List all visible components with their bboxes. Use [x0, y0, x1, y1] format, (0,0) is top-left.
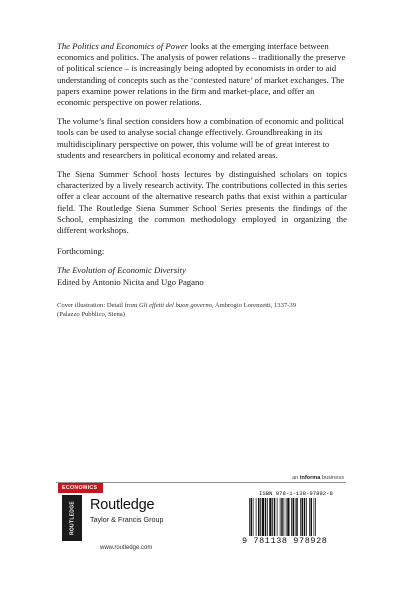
barcode-bar [265, 498, 267, 536]
informa-business-label [292, 475, 344, 481]
forthcoming-label: Forthcoming: [57, 246, 105, 257]
publisher-group: Taylor & Francis Group [90, 515, 164, 524]
barcode-bar [296, 498, 298, 536]
cover-credit-artist: , Ambrogio Lorenzetti, 1337-39 [211, 301, 296, 309]
publisher-name: Routledge [90, 497, 155, 513]
barcode-bar [272, 498, 273, 536]
description-paragraph-1-body: looks at the emerging interface between economics and politics. The analysis of power relations – traditionally the preserve of political science – is increasingly being adopted by economists in order to aid understanding of concepts such as the ‘contested nature’ of market exchanges. The papers examine power relations in the firm and market-place, and offer an economic perspective on power relations. [57, 41, 346, 108]
cover-credit-location: (Palazzo Pubblico, Siena) [57, 311, 125, 319]
publisher-url: www.routledge.com [100, 545, 153, 551]
barcode-bar [253, 498, 254, 536]
barcode-bar [269, 498, 271, 536]
barcode-bar [291, 498, 292, 536]
barcode-bar [280, 498, 281, 536]
barcode-bar [258, 498, 260, 536]
barcode-bar [286, 498, 287, 536]
barcode-bar [314, 498, 315, 536]
cover-credit-prefix: Cover illustration: Detail from [57, 301, 140, 309]
cover-illustration-credit [57, 301, 347, 320]
routledge-logo-mark [62, 495, 82, 541]
barcode-bar [295, 498, 296, 536]
barcode-bar [304, 498, 306, 536]
barcode-bar [249, 498, 250, 536]
barcode-bar [277, 498, 278, 536]
description-paragraph-3: The Siena Summer School hosts lectures by distinguished scholars on topics characterized by a lively research activity. The contributions collected in this series offer a clear account of the alternative research paths that exist within a particular field. The Routledge Siena Summer School Series presents the findings of the School, emphasizing the common methodology employed in organizing the different workshops. [57, 169, 347, 236]
isbn-number: ISBN 978-1-138-97892-8 [259, 490, 333, 497]
barcode-bar [281, 498, 283, 536]
barcode-bar [262, 498, 264, 536]
barcode-bar [260, 498, 261, 536]
barcode-bar [311, 498, 313, 536]
informa-brand: informa [299, 475, 321, 481]
barcode-bar [302, 498, 304, 536]
barcode-bar [287, 498, 289, 536]
routledge-logo-vertical-text: ROUTLEDGE [69, 500, 76, 536]
informa-prefix: an [292, 475, 300, 481]
barcode-bar [309, 498, 310, 536]
informa-suffix: business [320, 475, 344, 481]
forthcoming-editors: Edited by Antonio Nicita and Ugo Pagano [57, 276, 204, 287]
forthcoming-section [57, 246, 347, 288]
back-cover-text [57, 41, 347, 320]
barcode-bar [284, 498, 285, 536]
description-paragraph-2: The volume’s final section considers how a combination of economic and political tools can be used to analyse social change effectively. Groundbreaking in its multidisciplinary perspective on power, this volume will be of great interest to students and researchers in political economy and related areas. [57, 116, 344, 160]
cover-credit-work: Gli effetti del buon governo [139, 301, 212, 309]
barcode-bars [247, 498, 342, 538]
barcode-bar [256, 498, 257, 536]
barcode-bar [251, 498, 253, 536]
book-title: The Politics and Economics of Power [57, 41, 189, 51]
routledge-logo [62, 495, 82, 541]
description-paragraph-1 [57, 41, 347, 108]
barcode-bar [306, 498, 307, 536]
barcode-bar [274, 498, 276, 536]
barcode-bar [300, 498, 301, 536]
barcode-bar [315, 498, 316, 536]
barcode-digits: 9 781138 978928 [242, 536, 328, 546]
barcode-bar [267, 498, 268, 536]
forthcoming-title: The Evolution of Economic Diversity [57, 265, 186, 276]
barcode-bar [293, 498, 295, 536]
isbn-barcode [237, 490, 344, 545]
category-badge: ECONOMICS [58, 483, 103, 493]
